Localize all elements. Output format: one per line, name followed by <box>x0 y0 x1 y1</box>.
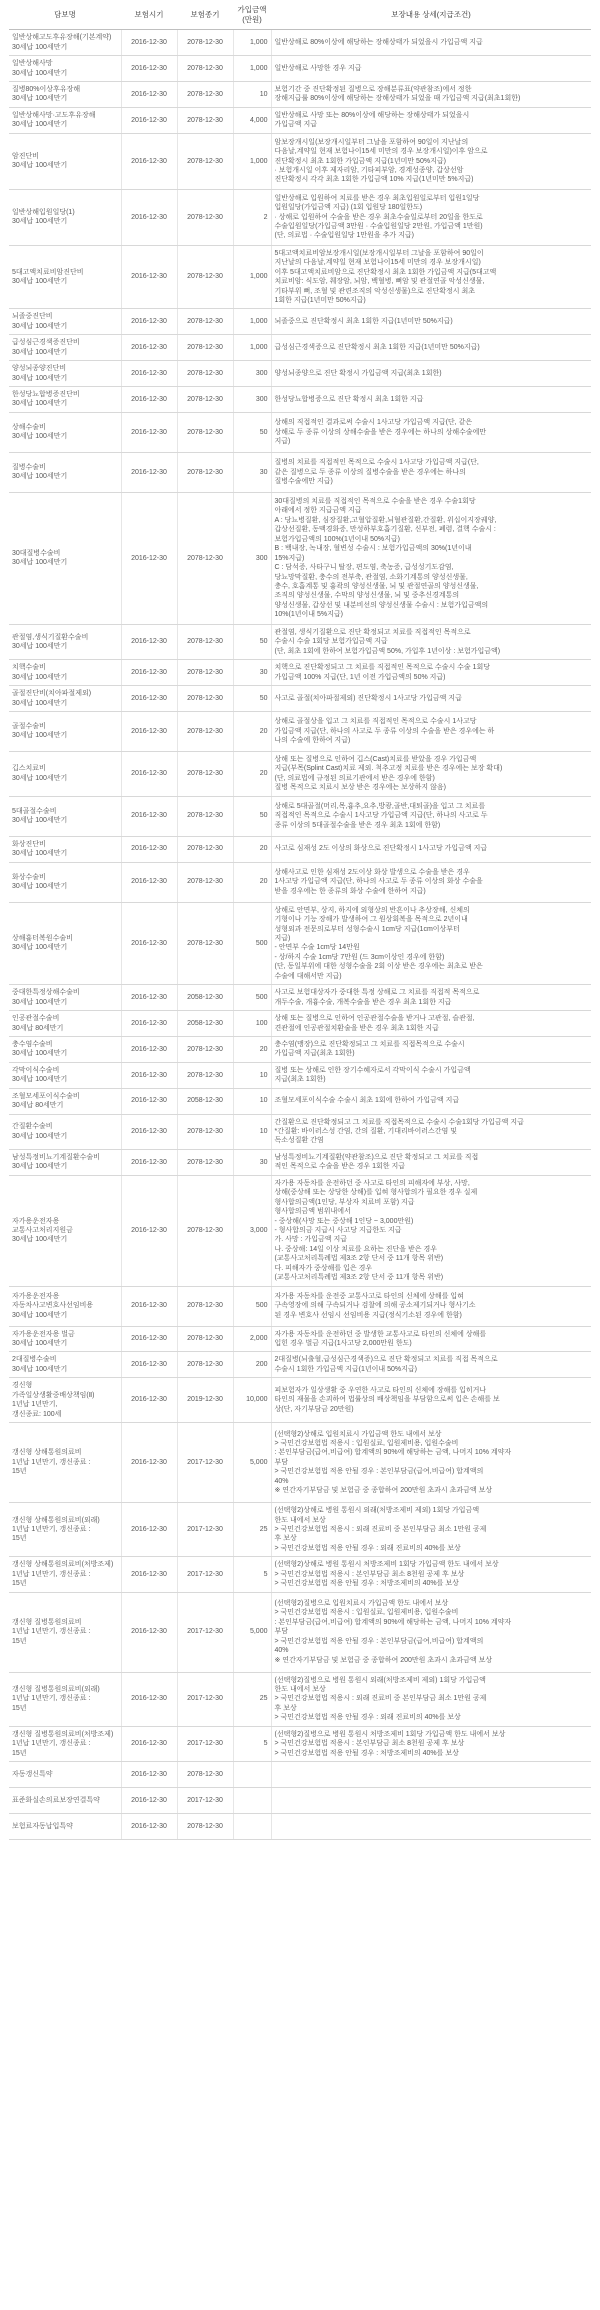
coverage-name: 자동갱신특약 <box>9 1762 121 1788</box>
end-date: 2078-12-30 <box>177 751 233 796</box>
start-date: 2016-12-30 <box>121 387 177 413</box>
start-date: 2016-12-30 <box>121 335 177 361</box>
end-date: 2078-12-30 <box>177 1352 233 1378</box>
coverage-name: 일반상해사망 30세납 100세만기 <box>9 56 121 82</box>
coverage-detail: 상해의 직접적인 결과로써 수술시 1사고당 가입금액 지급(단, 같은 상해로 두 종류 이상의 상해수술을 받은 경우에는 하나의 상해수술에만 지급) <box>271 412 591 452</box>
coverage-detail: 자가용 자동차를 운전하던 중 사고로 타인의 피해자에 부상, 사망, 상해(중상해 또는 상당한 상해)를 입혀 형사합의가 필요한 경우 실제 형사합의금액(1인당, 부상자 치료비 포함) 지급 형사합의금액 범위내에서 - 중상해(사망 또는 중상해 1인당 ~ 3,000만원) - 형사합의금 지급시 사고당 지급한도 지급 가. 사망 : 가입금액 지급 나. 중상해: 14일 이상 치료를 요하는 진단을 받은 경우 (교통사고처리특례법 제3조 2항 단서 중 11개 항목 위반) 다. 피해자가 중상해를 입은 경우 (교통사고처리특례법 제3조 2항 단서 중 11개 항목 위반) <box>271 1175 591 1286</box>
coverage-detail: 사고로 심재성 2도 이상의 화상으로 진단확정시 1사고당 가입금액 지급 <box>271 836 591 862</box>
table-row <box>9 686 591 712</box>
start-date: 2016-12-30 <box>121 1423 177 1503</box>
table-row <box>9 796 591 836</box>
table-row <box>9 309 591 335</box>
coverage-name: 암진단비 30세납 100세만기 <box>9 133 121 189</box>
table-row <box>9 1352 591 1378</box>
coverage-name: 보험료자동납입특약 <box>9 1814 121 1840</box>
coverage-amount: 3,000 <box>233 1175 271 1286</box>
coverage-amount: 1,000 <box>233 56 271 82</box>
table-row <box>9 985 591 1011</box>
coverage-detail: 치핵으로 진단확정되고 그 치료를 직접적인 목적으로 수술시 수술 1회당 가입금액 100% 지급(단, 1년 이전 가입금액의 50% 지급) <box>271 660 591 686</box>
table-row <box>9 412 591 452</box>
end-date: 2078-12-30 <box>177 133 233 189</box>
coverage-amount: 25 <box>233 1503 271 1557</box>
coverage-name: 갱신형 질병통원의료비 1년납 1년만기, 갱신종료 : 15년 <box>9 1592 121 1672</box>
table-row <box>9 1726 591 1761</box>
coverage-detail: 30대질병의 치료를 직접적인 목적으로 수술을 받은 경우 수술1회당 아래에서 정한 지급금액 지급 A : 당뇨병질환, 심장질환,고혈압질환,뇌혈관질환,간질환, 위십이지장궤양, 갑상선질환, 동맥경화증, 만성하부호흡기질환, 신부전, 폐렴, 결핵 수술시 : 보험가입금액의 100%(1년이내 50%지급) B : 백내장, 녹내장, 혈변성 수술시 : 보험가입금액의 30%(1년이내 15%지급) C : 담석증, 사타구니 탈장, 편도염, 축농증, 급성성기도감염, 당뇨망막질환, 충수의 전부축, 관절염, 소화기계통의 양성신생물, 충수, 호흡계통 및 흉곽의 양성신생물, 뇌 및 관절연골의 양성신생물, 조직의 양성신생물, 수막의 양성신생물, 뇌 및 중추신경계통의 양성신생물, 갑상선 및 내분비선의 양성신생물 수술시 : 보험가입금액의 10%(1년이내 5%지급) <box>271 492 591 624</box>
coverage-detail: 자가용 자동차를 운전하던 중 발생한 교통사고로 타인의 신체에 상해를 입힌 경우 벌금 지급(1사고당 2,000만원 한도) <box>271 1326 591 1352</box>
coverage-amount: 200 <box>233 1352 271 1378</box>
start-date: 2016-12-30 <box>121 1352 177 1378</box>
coverage-amount: 5,000 <box>233 1423 271 1503</box>
start-date: 2016-12-30 <box>121 1592 177 1672</box>
start-date: 2016-12-30 <box>121 796 177 836</box>
end-date: 2017-12-30 <box>177 1788 233 1814</box>
end-date: 2078-12-30 <box>177 836 233 862</box>
coverage-name: 경신형 가족일상생활중배상책임(Ⅱ) 1년납 1년만기, 갱신종료: 100세 <box>9 1378 121 1423</box>
coverage-detail: 상해로 골절상을 입고 그 치료를 직접적인 목적으로 수술시 1사고당 가입금액 지급(단, 하나의 사고로 두 종류 이상의 수술을 받은 경우에는 하 나의 수술에 한하여 지급) <box>271 711 591 751</box>
end-date: 2078-12-30 <box>177 796 233 836</box>
table-row <box>9 1423 591 1503</box>
table-row <box>9 1672 591 1726</box>
start-date: 2016-12-30 <box>121 412 177 452</box>
coverage-detail: 남성특정비뇨기계질환(약관참조)으로 진단 확정되고 그 치료를 직접 적인 목적으로 수술을 받은 경우 1회한 지급 <box>271 1149 591 1175</box>
coverage-amount: 10 <box>233 1062 271 1088</box>
coverage-name: 일반상해고도후유장해(기본계약) 30세납 100세만기 <box>9 30 121 56</box>
table-row <box>9 189 591 245</box>
coverage-detail: 일반상해로 사망한 경우 지급 <box>271 56 591 82</box>
table-row <box>9 30 591 56</box>
start-date: 2016-12-30 <box>121 1062 177 1088</box>
start-date: 2016-12-30 <box>121 30 177 56</box>
coverage-detail: 일반상해로 80%이상에 해당하는 장해상태가 되었을시 가입금액 지급 <box>271 30 591 56</box>
coverage-name: 질병수술비 30세납 100세만기 <box>9 452 121 492</box>
coverage-detail: 충수염(맹장)으로 진단확정되고 그 치료를 직접목적으로 수술시 가입금액 지급(최초 1회한) <box>271 1036 591 1062</box>
start-date: 2016-12-30 <box>121 361 177 387</box>
end-date: 2017-12-30 <box>177 1592 233 1672</box>
header-end-date: 보험종기 <box>177 0 233 30</box>
start-date: 2016-12-30 <box>121 1788 177 1814</box>
coverage-detail: 보험기간 중 진단확정된 질병으로 장해분류표(약관참조)에서 정한 장해지급률 80%이상에 해당하는 장해상태가 되었을 때 가입금액 지급(최초1회한) <box>271 82 591 108</box>
table-row <box>9 902 591 985</box>
header-detail: 보장내용 상세(지급조건) <box>271 0 591 30</box>
start-date: 2016-12-30 <box>121 751 177 796</box>
start-date: 2016-12-30 <box>121 82 177 108</box>
end-date: 2078-12-30 <box>177 1326 233 1352</box>
end-date: 2078-12-30 <box>177 492 233 624</box>
coverage-detail: 암보장개시일(보장개시일부터 그날을 포함하여 90일이 지난날의 다음날,계약일 현재 보험나이15세 미만의 경우 보장개시일)이후 암으로 진단확정시 최초 1회한 가입금액 지급(1년미만 50%지급) · 보험개시일 이후 제자리암, 기타피부암, 경계성종양, 갑상선암 진단확정시 각각 최초 1회한 가입금액 10% 지급(1년미만 5%지급) <box>271 133 591 189</box>
coverage-name: 일반상해사망·고도후유장해 30세납 100세만기 <box>9 107 121 133</box>
table-row <box>9 492 591 624</box>
start-date: 2016-12-30 <box>121 1672 177 1726</box>
table-row <box>9 1088 591 1114</box>
end-date: 2017-12-30 <box>177 1672 233 1726</box>
coverage-name: 5대골절수술비 30세납 100세만기 <box>9 796 121 836</box>
table-row <box>9 1814 591 1840</box>
end-date: 2078-12-30 <box>177 1036 233 1062</box>
coverage-name: 양성뇌종양진단비 30세납 100세만기 <box>9 361 121 387</box>
end-date: 2017-12-30 <box>177 1503 233 1557</box>
coverage-detail: 상해로 안면부, 상지, 하지에 외형상의 반흔이나 추상장해, 신체의 기형이나 기능 장해가 발생하여 그 원상회복을 목적으로 2년이내 성형외과 전문의로부터 성형수술시 1cm당 지급(1cm이상부터 지급) - 안면부 수술 1cm당 14만원 - 상/하지 수술 1cm당 7만원 (드 3cm이상인 경우에 한함) (단, 동일부위에 대한 성형수술을 2회 이상 받은 경우에는 최초로 받은 수술에 대해서만 지급) <box>271 902 591 985</box>
table-row <box>9 387 591 413</box>
end-date: 2078-12-30 <box>177 387 233 413</box>
table-row <box>9 1762 591 1788</box>
table-row <box>9 452 591 492</box>
coverage-name: 급성심근경색증진단비 30세납 100세만기 <box>9 335 121 361</box>
table-row <box>9 1175 591 1286</box>
start-date: 2016-12-30 <box>121 1175 177 1286</box>
coverage-amount: 5,000 <box>233 1592 271 1672</box>
table-row <box>9 1503 591 1557</box>
start-date: 2016-12-30 <box>121 1036 177 1062</box>
coverage-amount: 10 <box>233 1088 271 1114</box>
coverage-detail: 사고로 보험대상자가 중대한 특정 상해로 그 치료를 직접적 목적으로 개두수술, 개흉수술, 개복수술을 받은 경우 최초 1회한 지급 <box>271 985 591 1011</box>
start-date: 2016-12-30 <box>121 1088 177 1114</box>
end-date: 2078-12-30 <box>177 189 233 245</box>
coverage-detail <box>271 1814 591 1840</box>
coverage-detail: 급성심근경색증으로 진단확정시 최초 1회한 지급(1년미만 50%지급) <box>271 335 591 361</box>
start-date: 2016-12-30 <box>121 1378 177 1423</box>
coverage-detail: 조혈모세포이식수술 수술시 최초 1회에 한하여 가입금액 지급 <box>271 1088 591 1114</box>
coverage-name: 표준화실손의료보장연결특약 <box>9 1788 121 1814</box>
coverage-detail: (선택형2)상해로 입원치료시 가입금액 한도 내에서 보상 > 국민건강보험법 적용시 : 입원실료, 입원제비용, 입원수술비 : 본인부담금(급여,비급여) 합계액의 90%에 해당하는 금액, 나머지 10% 계약자 부담 > 국민건강보험법 적용 안될 경우 : 본인부담금(급여,비급여) 합계액의 40% ※ 연간자기부담금 및 보험금 중 종합하여 200만원 초과시 초과금액 보상 <box>271 1423 591 1503</box>
coverage-name: 한성당뇨합병증진단비 30세납 100세만기 <box>9 387 121 413</box>
coverage-detail: 일반상해로 입원하여 치료를 받은 경우 최초입원일로부터 입원1일당 입원일당(가입금액 지급) (1회 입원당 180일한도) · 상해로 입원하여 수술을 받은 경우 최초수술일로부터 20일을 한도로 수술입원일당(가입금액 3만원 · 수술입원일당 2만원, 가입금액 1만원) (단, 의료법 · 수술입원일당 1만원을 추가 지급) <box>271 189 591 245</box>
coverage-name: 치핵수술비 30세납 100세만기 <box>9 660 121 686</box>
header-start-date: 보험시기 <box>121 0 177 30</box>
table-row <box>9 107 591 133</box>
coverage-name: 충수염수술비 30세납 100세만기 <box>9 1036 121 1062</box>
coverage-detail: (선택형2)질병으로 병원 통원시 처방조제비 1회당 가입금액 한도 내에서 보상 > 국민건강보험법 적용시 : 본인부담금 최소 8천원 공제 후 보상 > 국민건강보험법 적용 안될 경우 : 처방조제비의 40%를 보상 <box>271 1726 591 1761</box>
coverage-name: 골절진단비(치아파절제외) 30세납 100세만기 <box>9 686 121 712</box>
end-date: 2078-12-30 <box>177 30 233 56</box>
start-date: 2016-12-30 <box>121 1149 177 1175</box>
coverage-name: 갱신형 질병통원의료비(처방조제) 1년납 1년만기, 갱신종료 : 15년 <box>9 1726 121 1761</box>
coverage-name: 깁스치료비 30세납 100세만기 <box>9 751 121 796</box>
coverage-name: 자가용운전자용 벌금 30세납 100세만기 <box>9 1326 121 1352</box>
coverage-name: 5대고액치료비암진단비 30세납 100세만기 <box>9 245 121 309</box>
table-row <box>9 862 591 902</box>
header-amount: 가입금액 (만원) <box>233 0 271 30</box>
coverage-amount: 10,000 <box>233 1378 271 1423</box>
coverage-amount: 1,000 <box>233 133 271 189</box>
coverage-name: 갱신형 질병통원의료비(외래) 1년납 1년만기, 갱신종료 : 15년 <box>9 1672 121 1726</box>
coverage-name: 상해수술비 30세납 100세만기 <box>9 412 121 452</box>
coverage-table-body <box>9 30 591 1840</box>
coverage-table <box>9 0 591 1840</box>
coverage-amount <box>233 1762 271 1788</box>
start-date: 2016-12-30 <box>121 245 177 309</box>
table-row <box>9 56 591 82</box>
table-row <box>9 1286 591 1326</box>
coverage-amount: 20 <box>233 711 271 751</box>
table-row <box>9 1114 591 1149</box>
end-date: 2017-12-30 <box>177 1557 233 1592</box>
coverage-detail: 자가용 자동차를 운전중 교통사고로 타인의 신체에 상해를 입혀 구속영장에 의해 구속되거나 검찰에 의해 공소제기되거나 형사기소 된 경우 변호사 선임시 선임비용 지급(정식기소된 경우에 한함) <box>271 1286 591 1326</box>
coverage-name: 중대한특정상해수술비 30세납 100세만기 <box>9 985 121 1011</box>
coverage-amount: 25 <box>233 1672 271 1726</box>
coverage-amount <box>233 1788 271 1814</box>
coverage-amount: 500 <box>233 902 271 985</box>
coverage-name: 2대질병수술비 30세납 100세만기 <box>9 1352 121 1378</box>
coverage-detail: 상해 또는 질병으로 인하여 인공관절수술을 받거나 고관절, 슬관절, 견관절에 인공관절치환술을 받은 경우 최초 1회한 지급 <box>271 1011 591 1037</box>
start-date: 2016-12-30 <box>121 492 177 624</box>
end-date: 2078-12-30 <box>177 862 233 902</box>
coverage-detail: (선택형2)상해로 병원 통원시 처방조제비 1회당 가입금액 한도 내에서 보상 > 국민건강보험법 적용시 : 본인부담금 최소 8천원 공제 후 보상 > 국민건강보험법 적용 안될 경우 : 처방조제비의 40%를 보상 <box>271 1557 591 1592</box>
coverage-amount: 30 <box>233 1149 271 1175</box>
coverage-amount: 20 <box>233 862 271 902</box>
start-date: 2016-12-30 <box>121 1726 177 1761</box>
coverage-detail: 상해 또는 질병으로 인하여 깁스(Cast)치료를 받았을 경우 가입금액 지급(부목(Splint Cast)치료 제외. 척추고정 치료를 받은 경우에는 보장 확대) (단, 의료법에 규정된 의료기관에서 받은 경우에 한함) 질병 목적으로 치료시 보상 받은 경우에는 보상하지 않음) <box>271 751 591 796</box>
end-date: 2019-12-30 <box>177 1378 233 1423</box>
table-row <box>9 836 591 862</box>
coverage-name: 자가용운전자용 자동차사고변호사선임비용 30세납 100세만기 <box>9 1286 121 1326</box>
table-row <box>9 1011 591 1037</box>
coverage-detail <box>271 1788 591 1814</box>
coverage-amount: 100 <box>233 1011 271 1037</box>
coverage-amount: 2 <box>233 189 271 245</box>
header-coverage-name: 담보명 <box>9 0 121 30</box>
table-row <box>9 711 591 751</box>
coverage-detail: 관절염, 생식기질환으로 진단 확정되고 치료를 직접적인 목적으로 수술시 수술 1회당 보험가입금액 지급 (단, 최초 1회에 한하여 보험가입금액 50%, 가입후 1년이상 : 보험가입금액) <box>271 624 591 659</box>
table-row <box>9 660 591 686</box>
table-row <box>9 1062 591 1088</box>
coverage-detail: 사고로 골절(치아파절제외) 진단확정시 1사고당 가입금액 지급 <box>271 686 591 712</box>
coverage-detail: (선택형2)질병으로 입원치료시 가입금액 한도 내에서 보상 > 국민건강보험법 적용시 : 입원실료, 입원제비용, 입원수술비 : 본인부담금(급여,비급여) 합계액의 90%에 해당하는 금액, 나머지 10% 계약자 부담 > 국민건강보험법 적용 안될 경우 : 본인부담금(급여,비급여) 합계액의 40% ※ 연간자기부담금 및 보험금 중 종합하여 200만원 초과시 초과금액 보상 <box>271 1592 591 1672</box>
start-date: 2016-12-30 <box>121 1503 177 1557</box>
end-date: 2017-12-30 <box>177 1726 233 1761</box>
table-row <box>9 335 591 361</box>
table-row <box>9 1326 591 1352</box>
end-date: 2078-12-30 <box>177 1149 233 1175</box>
end-date: 2058-12-30 <box>177 1088 233 1114</box>
coverage-detail: 피보험자가 일상생활 중 우연한 사고로 타인의 신체에 장해를 입히거나 타인의 재물을 손괴하여 법률상의 배상책임을 부담함으로써 입은 손해를 보 상(단, 자기부담금 20만원) <box>271 1378 591 1423</box>
end-date: 2078-12-30 <box>177 1062 233 1088</box>
coverage-name: 자가용운전자용 교통사고처리지원금 30세납 100세만기 <box>9 1175 121 1286</box>
coverage-detail: 간질환으로 진단확정되고 그 치료를 직접목적으로 수술시 수술1회당 가입금액 지급 *간질환: 바이러스성 간염, 간의 질환, 기대리바이러스간염 및 독소성질환 간염 <box>271 1114 591 1149</box>
coverage-detail: 상해로 5대골절(머리,목,흉추,요추,방광,골반,대퇴골)을 입고 그 치료를 직접적인 목적으로 수술시 1사고당 가입금액 지급(단, 하나의 사고로 두 종류 이상의 5대골절수술을 받은 경우 최초 1회에 한함) <box>271 796 591 836</box>
start-date: 2016-12-30 <box>121 711 177 751</box>
end-date: 2078-12-30 <box>177 1286 233 1326</box>
coverage-amount: 300 <box>233 387 271 413</box>
coverage-name: 각막이식수술비 30세납 100세만기 <box>9 1062 121 1088</box>
coverage-name: 골절수술비 30세납 100세만기 <box>9 711 121 751</box>
coverage-amount: 50 <box>233 412 271 452</box>
coverage-amount: 10 <box>233 82 271 108</box>
start-date: 2016-12-30 <box>121 1557 177 1592</box>
coverage-amount: 1,000 <box>233 335 271 361</box>
start-date: 2016-12-30 <box>121 189 177 245</box>
table-row <box>9 1036 591 1062</box>
coverage-name: 일반상해입원일당(1) 30세납 100세만기 <box>9 189 121 245</box>
coverage-amount: 50 <box>233 686 271 712</box>
coverage-amount: 4,000 <box>233 107 271 133</box>
start-date: 2016-12-30 <box>121 985 177 1011</box>
coverage-amount: 1,000 <box>233 30 271 56</box>
coverage-amount: 500 <box>233 1286 271 1326</box>
table-row <box>9 1149 591 1175</box>
coverage-detail <box>271 1762 591 1788</box>
coverage-name: 상해흉터복원수술비 30세납 100세만기 <box>9 902 121 985</box>
coverage-detail: (선택형2)질병으로 병원 통원시 외래(처방조제비 제외) 1회당 가입금액 한도 내에서 보상 > 국민건강보험법 적용시 : 외래 진료비 중 본인부담금 최소 1만원 공제 후 보상 > 국민건강보험법 적용 안될 경우 : 외래 진료비의 40%를 보상 <box>271 1672 591 1726</box>
coverage-amount: 10 <box>233 1114 271 1149</box>
end-date: 2058-12-30 <box>177 1011 233 1037</box>
table-row <box>9 361 591 387</box>
coverage-amount: 1,000 <box>233 245 271 309</box>
start-date: 2016-12-30 <box>121 309 177 335</box>
start-date: 2016-12-30 <box>121 452 177 492</box>
end-date: 2078-12-30 <box>177 686 233 712</box>
coverage-amount: 20 <box>233 1036 271 1062</box>
start-date: 2016-12-30 <box>121 107 177 133</box>
start-date: 2016-12-30 <box>121 1011 177 1037</box>
table-row <box>9 245 591 309</box>
end-date: 2058-12-30 <box>177 985 233 1011</box>
coverage-name: 인공관절수술비 30세납 80세만기 <box>9 1011 121 1037</box>
start-date: 2016-12-30 <box>121 133 177 189</box>
coverage-amount: 500 <box>233 985 271 1011</box>
coverage-detail: 상해사고로 인한 심재성 2도이상 화상 발생으로 수술을 받은 경우 1사고당 가입금액 지급(단, 하나의 사고로 두 종류 이상의 화상 수술을 받을 경우에는 한 종류의 화상 수술에 한하여 지급) <box>271 862 591 902</box>
coverage-name: 질병80%이상후유장해 30세납 100세만기 <box>9 82 121 108</box>
start-date: 2016-12-30 <box>121 1114 177 1149</box>
table-row <box>9 1592 591 1672</box>
coverage-detail: 한성당뇨합병증으로 진단 확정시 최초 1회한 지급 <box>271 387 591 413</box>
coverage-amount <box>233 1814 271 1840</box>
end-date: 2017-12-30 <box>177 1423 233 1503</box>
start-date: 2016-12-30 <box>121 624 177 659</box>
end-date: 2078-12-30 <box>177 624 233 659</box>
coverage-amount: 20 <box>233 751 271 796</box>
coverage-detail: 5대고액치료비암보장개시일(보장개시일부터 그날을 포함하여 90일이 지난날의 다음날,계약일 현재 보험나이15세 미만의 경우 보장개시일) 이후 5대고액치료비암으로 진단확정시 최초 1회한 가입금액 지급(5대고액 치료비암: 식도암, 췌장암, 뇌암, 백혈병, 뼈암 및 관절연골 악성신생물, 기타부위 뼈, 조혈 및 관련조직의 악성신생물)으로 진단확정시 최초 1회한 지급(1년미만 50%지급) <box>271 245 591 309</box>
coverage-name: 화상진단비 30세납 100세만기 <box>9 836 121 862</box>
coverage-amount: 5 <box>233 1726 271 1761</box>
coverage-name: 갱신형 상해통원의료비(처방조제) 1년납 1년만기, 갱신종료 : 15년 <box>9 1557 121 1592</box>
end-date: 2078-12-30 <box>177 660 233 686</box>
end-date: 2078-12-30 <box>177 82 233 108</box>
coverage-amount: 5 <box>233 1557 271 1592</box>
coverage-amount: 300 <box>233 492 271 624</box>
start-date: 2016-12-30 <box>121 686 177 712</box>
coverage-name: 남성특정비뇨기계질환수술비 30세납 100세만기 <box>9 1149 121 1175</box>
start-date: 2016-12-30 <box>121 1762 177 1788</box>
table-row <box>9 624 591 659</box>
coverage-detail: 뇌졸중으로 진단확정시 최초 1회한 지급(1년미만 50%지급) <box>271 309 591 335</box>
start-date: 2016-12-30 <box>121 1326 177 1352</box>
coverage-amount: 50 <box>233 624 271 659</box>
coverage-name: 화상수술비 30세납 100세만기 <box>9 862 121 902</box>
coverage-amount: 2,000 <box>233 1326 271 1352</box>
start-date: 2016-12-30 <box>121 836 177 862</box>
end-date: 2078-12-30 <box>177 902 233 985</box>
end-date: 2078-12-30 <box>177 452 233 492</box>
coverage-name: 조혈모세포이식수술비 30세납 80세만기 <box>9 1088 121 1114</box>
end-date: 2078-12-30 <box>177 56 233 82</box>
table-row <box>9 82 591 108</box>
end-date: 2078-12-30 <box>177 335 233 361</box>
start-date: 2016-12-30 <box>121 862 177 902</box>
coverage-detail: 2대질병(뇌출혈,급성심근경색증)으로 진단 확정되고 치료를 직접 목적으로 수술시 1회한 가입금액 지급(1년이내 50%지급) <box>271 1352 591 1378</box>
start-date: 2016-12-30 <box>121 1286 177 1326</box>
coverage-name: 관절염,생식기질환수술비 30세납 100세만기 <box>9 624 121 659</box>
coverage-amount: 50 <box>233 796 271 836</box>
table-row <box>9 133 591 189</box>
coverage-detail: 질병의 치료를 직접적인 목적으로 수술시 1사고당 가입금액 지급(단, 같은 질병으로 두 종류 이상의 질병수술을 받은 경우에는 하나의 질병수술에만 지급) <box>271 452 591 492</box>
coverage-name: 간질환수술비 30세납 100세만기 <box>9 1114 121 1149</box>
start-date: 2016-12-30 <box>121 902 177 985</box>
coverage-amount: 30 <box>233 660 271 686</box>
start-date: 2016-12-30 <box>121 660 177 686</box>
coverage-detail: 질병 또는 상해로 인한 장기수혜자로서 각막이식 수술시 가입금액 지급(최초 1회한) <box>271 1062 591 1088</box>
coverage-name: 갱신형 상해통원의료비 1년납 1년만기, 갱신종료 : 15년 <box>9 1423 121 1503</box>
coverage-name: 뇌졸중진단비 30세납 100세만기 <box>9 309 121 335</box>
coverage-name: 30대질병수술비 30세납 100세만기 <box>9 492 121 624</box>
table-header-row <box>9 0 591 30</box>
coverage-amount: 30 <box>233 452 271 492</box>
coverage-amount: 1,000 <box>233 309 271 335</box>
end-date: 2078-12-30 <box>177 309 233 335</box>
end-date: 2078-12-30 <box>177 107 233 133</box>
end-date: 2078-12-30 <box>177 1762 233 1788</box>
table-row <box>9 1788 591 1814</box>
end-date: 2078-12-30 <box>177 361 233 387</box>
coverage-amount: 300 <box>233 361 271 387</box>
table-row <box>9 1557 591 1592</box>
coverage-detail: (선택형2)상해로 병원 통원시 외래(처방조제비 제외) 1회당 가입금액 한도 내에서 보상 > 국민건강보험법 적용시 : 외래 진료비 중 본인부담금 최소 1만원 공제 후 보상 > 국민건강보험법 적용 안될 경우 : 외래 진료비의 40%를 보상 <box>271 1503 591 1557</box>
end-date: 2078-12-30 <box>177 711 233 751</box>
coverage-name: 갱신형 상해통원의료비(외래) 1년납 1년만기, 갱신종료 : 15년 <box>9 1503 121 1557</box>
start-date: 2016-12-30 <box>121 56 177 82</box>
end-date: 2078-12-30 <box>177 412 233 452</box>
table-row <box>9 751 591 796</box>
coverage-detail: 양성뇌종양으로 진단 확정시 가입금액 지급(최초 1회한) <box>271 361 591 387</box>
end-date: 2078-12-30 <box>177 1814 233 1840</box>
end-date: 2078-12-30 <box>177 1175 233 1286</box>
start-date: 2016-12-30 <box>121 1814 177 1840</box>
table-row <box>9 1378 591 1423</box>
end-date: 2078-12-30 <box>177 245 233 309</box>
coverage-amount: 20 <box>233 836 271 862</box>
coverage-detail: 일반상해로 사망 또는 80%이상에 해당하는 장해상태가 되었을시 가입금액 지급 <box>271 107 591 133</box>
end-date: 2078-12-30 <box>177 1114 233 1149</box>
